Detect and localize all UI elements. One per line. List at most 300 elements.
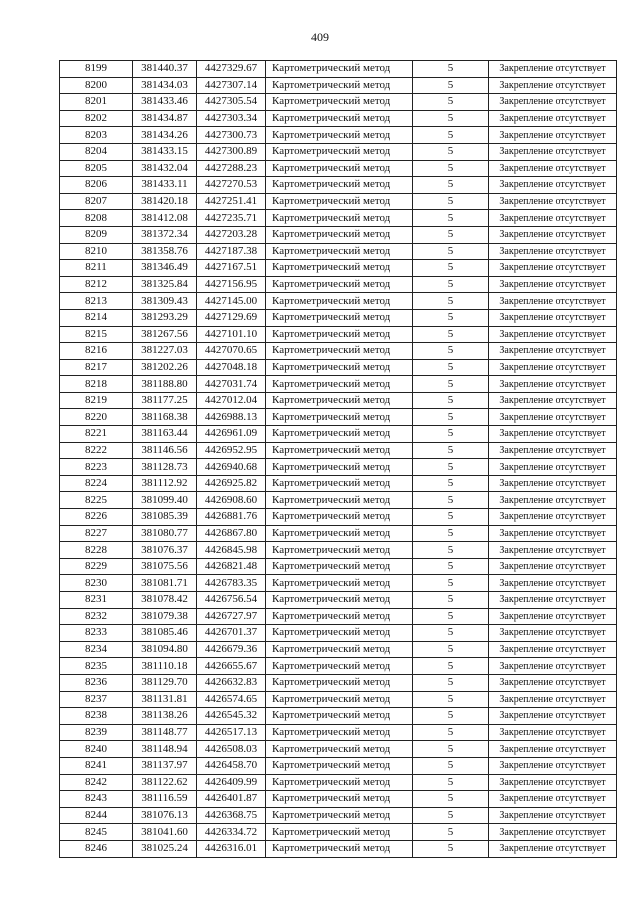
y-coordinate-cell: 4426574.65	[197, 691, 266, 708]
method-cell: Картометрический метод	[266, 492, 413, 509]
point-number-cell: 8230	[60, 575, 133, 592]
y-coordinate-cell: 4426908.60	[197, 492, 266, 509]
table-row	[60, 94, 617, 111]
table-row	[60, 475, 617, 492]
y-coordinate-cell: 4426632.83	[197, 674, 266, 691]
y-coordinate-cell: 4426952.95	[197, 442, 266, 459]
y-coordinate-cell: 4427070.65	[197, 343, 266, 360]
fixation-cell: Закрепление отсутствует	[489, 210, 617, 227]
accuracy-cell: 5	[413, 625, 489, 642]
accuracy-cell: 5	[413, 824, 489, 841]
method-cell: Картометрический метод	[266, 442, 413, 459]
point-number-cell: 8220	[60, 409, 133, 426]
fixation-cell: Закрепление отсутствует	[489, 641, 617, 658]
x-coordinate-cell: 381081.71	[133, 575, 197, 592]
fixation-cell: Закрепление отсутствует	[489, 575, 617, 592]
y-coordinate-cell: 4426783.35	[197, 575, 266, 592]
x-coordinate-cell: 381177.25	[133, 392, 197, 409]
point-number-cell: 8217	[60, 359, 133, 376]
y-coordinate-cell: 4427251.41	[197, 193, 266, 210]
table-row	[60, 625, 617, 642]
x-coordinate-cell: 381420.18	[133, 193, 197, 210]
method-cell: Картометрический метод	[266, 426, 413, 443]
method-cell: Картометрический метод	[266, 210, 413, 227]
method-cell: Картометрический метод	[266, 658, 413, 675]
method-cell: Картометрический метод	[266, 177, 413, 194]
accuracy-cell: 5	[413, 691, 489, 708]
x-coordinate-cell: 381433.15	[133, 143, 197, 160]
table-row	[60, 691, 617, 708]
table-row	[60, 226, 617, 243]
y-coordinate-cell: 4426821.48	[197, 558, 266, 575]
table-row	[60, 409, 617, 426]
point-number-cell: 8204	[60, 143, 133, 160]
fixation-cell: Закрепление отсутствует	[489, 608, 617, 625]
table-body	[60, 61, 617, 858]
point-number-cell: 8243	[60, 791, 133, 808]
point-number-cell: 8239	[60, 724, 133, 741]
table-row	[60, 426, 617, 443]
page-number: 409	[311, 30, 329, 44]
method-cell: Картометрический метод	[266, 276, 413, 293]
accuracy-cell: 5	[413, 276, 489, 293]
method-cell: Картометрический метод	[266, 359, 413, 376]
accuracy-cell: 5	[413, 210, 489, 227]
y-coordinate-cell: 4426988.13	[197, 409, 266, 426]
x-coordinate-cell: 381138.26	[133, 708, 197, 725]
table-row	[60, 293, 617, 310]
point-number-cell: 8226	[60, 509, 133, 526]
fixation-cell: Закрепление отсутствует	[489, 708, 617, 725]
method-cell: Картометрический метод	[266, 459, 413, 476]
accuracy-cell: 5	[413, 774, 489, 791]
method-cell: Картометрический метод	[266, 691, 413, 708]
x-coordinate-cell: 381085.46	[133, 625, 197, 642]
x-coordinate-cell: 381122.62	[133, 774, 197, 791]
y-coordinate-cell: 4427270.53	[197, 177, 266, 194]
y-coordinate-cell: 4427300.73	[197, 127, 266, 144]
fixation-cell: Закрепление отсутствует	[489, 492, 617, 509]
fixation-cell: Закрепление отсутствует	[489, 326, 617, 343]
point-number-cell: 8245	[60, 824, 133, 841]
y-coordinate-cell: 4426961.09	[197, 426, 266, 443]
accuracy-cell: 5	[413, 575, 489, 592]
x-coordinate-cell: 381075.56	[133, 558, 197, 575]
method-cell: Картометрический метод	[266, 774, 413, 791]
accuracy-cell: 5	[413, 177, 489, 194]
point-number-cell: 8242	[60, 774, 133, 791]
accuracy-cell: 5	[413, 94, 489, 111]
accuracy-cell: 5	[413, 143, 489, 160]
table-row	[60, 658, 617, 675]
point-number-cell: 8225	[60, 492, 133, 509]
accuracy-cell: 5	[413, 525, 489, 542]
x-coordinate-cell: 381434.03	[133, 77, 197, 94]
y-coordinate-cell: 4427203.28	[197, 226, 266, 243]
method-cell: Картометрический метод	[266, 343, 413, 360]
method-cell: Картометрический метод	[266, 260, 413, 277]
accuracy-cell: 5	[413, 807, 489, 824]
y-coordinate-cell: 4427307.14	[197, 77, 266, 94]
point-number-cell: 8200	[60, 77, 133, 94]
accuracy-cell: 5	[413, 193, 489, 210]
table-row	[60, 459, 617, 476]
y-coordinate-cell: 4426881.76	[197, 509, 266, 526]
fixation-cell: Закрепление отсутствует	[489, 542, 617, 559]
fixation-cell: Закрепление отсутствует	[489, 94, 617, 111]
x-coordinate-cell: 381358.76	[133, 243, 197, 260]
accuracy-cell: 5	[413, 226, 489, 243]
fixation-cell: Закрепление отсутствует	[489, 426, 617, 443]
x-coordinate-cell: 381433.11	[133, 177, 197, 194]
method-cell: Картометрический метод	[266, 193, 413, 210]
table-row	[60, 807, 617, 824]
table-row	[60, 724, 617, 741]
point-number-cell: 8244	[60, 807, 133, 824]
fixation-cell: Закрепление отсутствует	[489, 293, 617, 310]
y-coordinate-cell: 4426401.87	[197, 791, 266, 808]
accuracy-cell: 5	[413, 641, 489, 658]
point-number-cell: 8228	[60, 542, 133, 559]
fixation-cell: Закрепление отсутствует	[489, 343, 617, 360]
x-coordinate-cell: 381137.97	[133, 757, 197, 774]
method-cell: Картометрический метод	[266, 592, 413, 609]
fixation-cell: Закрепление отсутствует	[489, 359, 617, 376]
method-cell: Картометрический метод	[266, 708, 413, 725]
table-row	[60, 608, 617, 625]
point-number-cell: 8238	[60, 708, 133, 725]
table-row	[60, 674, 617, 691]
y-coordinate-cell: 4427235.71	[197, 210, 266, 227]
table-row	[60, 774, 617, 791]
accuracy-cell: 5	[413, 343, 489, 360]
x-coordinate-cell: 381025.24	[133, 840, 197, 857]
x-coordinate-cell: 381079.38	[133, 608, 197, 625]
method-cell: Картометрический метод	[266, 309, 413, 326]
fixation-cell: Закрепление отсутствует	[489, 824, 617, 841]
accuracy-cell: 5	[413, 459, 489, 476]
fixation-cell: Закрепление отсутствует	[489, 691, 617, 708]
y-coordinate-cell: 4426679.36	[197, 641, 266, 658]
x-coordinate-cell: 381372.34	[133, 226, 197, 243]
table-row	[60, 110, 617, 127]
accuracy-cell: 5	[413, 840, 489, 857]
table-row	[60, 525, 617, 542]
table-row	[60, 757, 617, 774]
method-cell: Картометрический метод	[266, 824, 413, 841]
point-number-cell: 8246	[60, 840, 133, 857]
fixation-cell: Закрепление отсутствует	[489, 127, 617, 144]
x-coordinate-cell: 381188.80	[133, 376, 197, 393]
table-row	[60, 127, 617, 144]
fixation-cell: Закрепление отсутствует	[489, 243, 617, 260]
y-coordinate-cell: 4426727.97	[197, 608, 266, 625]
accuracy-cell: 5	[413, 708, 489, 725]
table-row	[60, 193, 617, 210]
y-coordinate-cell: 4426458.70	[197, 757, 266, 774]
method-cell: Картометрический метод	[266, 226, 413, 243]
table-row	[60, 542, 617, 559]
table-row	[60, 392, 617, 409]
point-number-cell: 8235	[60, 658, 133, 675]
y-coordinate-cell: 4427156.95	[197, 276, 266, 293]
point-number-cell: 8227	[60, 525, 133, 542]
x-coordinate-cell: 381146.56	[133, 442, 197, 459]
x-coordinate-cell: 381076.13	[133, 807, 197, 824]
y-coordinate-cell: 4427303.34	[197, 110, 266, 127]
y-coordinate-cell: 4427187.38	[197, 243, 266, 260]
table-row	[60, 641, 617, 658]
fixation-cell: Закрепление отсутствует	[489, 840, 617, 857]
accuracy-cell: 5	[413, 558, 489, 575]
point-number-cell: 8241	[60, 757, 133, 774]
method-cell: Картометрический метод	[266, 840, 413, 857]
method-cell: Картометрический метод	[266, 741, 413, 758]
method-cell: Картометрический метод	[266, 160, 413, 177]
point-number-cell: 8205	[60, 160, 133, 177]
fixation-cell: Закрепление отсутствует	[489, 459, 617, 476]
table-row	[60, 824, 617, 841]
point-number-cell: 8222	[60, 442, 133, 459]
table-row	[60, 61, 617, 78]
point-number-cell: 8207	[60, 193, 133, 210]
point-number-cell: 8229	[60, 558, 133, 575]
fixation-cell: Закрепление отсутствует	[489, 724, 617, 741]
table-row	[60, 143, 617, 160]
y-coordinate-cell: 4426409.99	[197, 774, 266, 791]
accuracy-cell: 5	[413, 260, 489, 277]
table-row	[60, 260, 617, 277]
x-coordinate-cell: 381202.26	[133, 359, 197, 376]
table-row	[60, 77, 617, 94]
point-number-cell: 8240	[60, 741, 133, 758]
x-coordinate-cell: 381128.73	[133, 459, 197, 476]
accuracy-cell: 5	[413, 509, 489, 526]
table-row	[60, 243, 617, 260]
y-coordinate-cell: 4426316.01	[197, 840, 266, 857]
accuracy-cell: 5	[413, 674, 489, 691]
method-cell: Картометрический метод	[266, 674, 413, 691]
table-row	[60, 741, 617, 758]
method-cell: Картометрический метод	[266, 77, 413, 94]
x-coordinate-cell: 381412.08	[133, 210, 197, 227]
x-coordinate-cell: 381112.92	[133, 475, 197, 492]
method-cell: Картометрический метод	[266, 376, 413, 393]
table-row	[60, 558, 617, 575]
method-cell: Картометрический метод	[266, 641, 413, 658]
point-number-cell: 8202	[60, 110, 133, 127]
fixation-cell: Закрепление отсутствует	[489, 193, 617, 210]
x-coordinate-cell: 381085.39	[133, 509, 197, 526]
point-number-cell: 8213	[60, 293, 133, 310]
point-number-cell: 8231	[60, 592, 133, 609]
y-coordinate-cell: 4426940.68	[197, 459, 266, 476]
table-row	[60, 492, 617, 509]
fixation-cell: Закрепление отсутствует	[489, 475, 617, 492]
accuracy-cell: 5	[413, 160, 489, 177]
point-number-cell: 8233	[60, 625, 133, 642]
y-coordinate-cell: 4427145.00	[197, 293, 266, 310]
method-cell: Картометрический метод	[266, 94, 413, 111]
accuracy-cell: 5	[413, 326, 489, 343]
point-number-cell: 8211	[60, 260, 133, 277]
point-number-cell: 8201	[60, 94, 133, 111]
accuracy-cell: 5	[413, 110, 489, 127]
x-coordinate-cell: 381346.49	[133, 260, 197, 277]
point-number-cell: 8223	[60, 459, 133, 476]
method-cell: Картометрический метод	[266, 293, 413, 310]
fixation-cell: Закрепление отсутствует	[489, 592, 617, 609]
point-number-cell: 8236	[60, 674, 133, 691]
fixation-cell: Закрепление отсутствует	[489, 442, 617, 459]
fixation-cell: Закрепление отсутствует	[489, 309, 617, 326]
y-coordinate-cell: 4427305.54	[197, 94, 266, 111]
method-cell: Картометрический метод	[266, 409, 413, 426]
x-coordinate-cell: 381110.18	[133, 658, 197, 675]
x-coordinate-cell: 381434.87	[133, 110, 197, 127]
method-cell: Картометрический метод	[266, 608, 413, 625]
y-coordinate-cell: 4427167.51	[197, 260, 266, 277]
fixation-cell: Закрепление отсутствует	[489, 757, 617, 774]
point-number-cell: 8219	[60, 392, 133, 409]
fixation-cell: Закрепление отсутствует	[489, 110, 617, 127]
x-coordinate-cell: 381325.84	[133, 276, 197, 293]
fixation-cell: Закрепление отсутствует	[489, 260, 617, 277]
point-number-cell: 8218	[60, 376, 133, 393]
y-coordinate-cell: 4426545.32	[197, 708, 266, 725]
x-coordinate-cell: 381293.29	[133, 309, 197, 326]
fixation-cell: Закрепление отсутствует	[489, 392, 617, 409]
y-coordinate-cell: 4426867.80	[197, 525, 266, 542]
fixation-cell: Закрепление отсутствует	[489, 77, 617, 94]
accuracy-cell: 5	[413, 77, 489, 94]
x-coordinate-cell: 381099.40	[133, 492, 197, 509]
accuracy-cell: 5	[413, 592, 489, 609]
point-number-cell: 8206	[60, 177, 133, 194]
y-coordinate-cell: 4426334.72	[197, 824, 266, 841]
fixation-cell: Закрепление отсутствует	[489, 558, 617, 575]
method-cell: Картометрический метод	[266, 110, 413, 127]
table-row	[60, 791, 617, 808]
point-number-cell: 8210	[60, 243, 133, 260]
fixation-cell: Закрепление отсутствует	[489, 143, 617, 160]
method-cell: Картометрический метод	[266, 243, 413, 260]
method-cell: Картометрический метод	[266, 724, 413, 741]
method-cell: Картометрический метод	[266, 625, 413, 642]
fixation-cell: Закрепление отсутствует	[489, 658, 617, 675]
point-number-cell: 8224	[60, 475, 133, 492]
y-coordinate-cell: 4427031.74	[197, 376, 266, 393]
accuracy-cell: 5	[413, 724, 489, 741]
table-row	[60, 276, 617, 293]
method-cell: Картометрический метод	[266, 475, 413, 492]
table-row	[60, 592, 617, 609]
y-coordinate-cell: 4426845.98	[197, 542, 266, 559]
method-cell: Картометрический метод	[266, 791, 413, 808]
method-cell: Картометрический метод	[266, 558, 413, 575]
x-coordinate-cell: 381129.70	[133, 674, 197, 691]
accuracy-cell: 5	[413, 409, 489, 426]
x-coordinate-cell: 381168.38	[133, 409, 197, 426]
point-number-cell: 8215	[60, 326, 133, 343]
point-number-cell: 8212	[60, 276, 133, 293]
method-cell: Картометрический метод	[266, 757, 413, 774]
accuracy-cell: 5	[413, 608, 489, 625]
y-coordinate-cell: 4426517.13	[197, 724, 266, 741]
accuracy-cell: 5	[413, 376, 489, 393]
point-number-cell: 8214	[60, 309, 133, 326]
point-number-cell: 8216	[60, 343, 133, 360]
table-row	[60, 509, 617, 526]
method-cell: Картометрический метод	[266, 509, 413, 526]
table-row	[60, 326, 617, 343]
y-coordinate-cell: 4427101.10	[197, 326, 266, 343]
fixation-cell: Закрепление отсутствует	[489, 61, 617, 78]
x-coordinate-cell: 381433.46	[133, 94, 197, 111]
fixation-cell: Закрепление отсутствует	[489, 525, 617, 542]
fixation-cell: Закрепление отсутствует	[489, 791, 617, 808]
fixation-cell: Закрепление отсутствует	[489, 509, 617, 526]
x-coordinate-cell: 381309.43	[133, 293, 197, 310]
fixation-cell: Закрепление отсутствует	[489, 409, 617, 426]
table-row	[60, 177, 617, 194]
table-row	[60, 575, 617, 592]
accuracy-cell: 5	[413, 61, 489, 78]
y-coordinate-cell: 4427288.23	[197, 160, 266, 177]
method-cell: Картометрический метод	[266, 392, 413, 409]
method-cell: Картометрический метод	[266, 525, 413, 542]
point-number-cell: 8209	[60, 226, 133, 243]
x-coordinate-cell: 381432.04	[133, 160, 197, 177]
fixation-cell: Закрепление отсутствует	[489, 774, 617, 791]
x-coordinate-cell: 381163.44	[133, 426, 197, 443]
point-number-cell: 8203	[60, 127, 133, 144]
y-coordinate-cell: 4426655.67	[197, 658, 266, 675]
x-coordinate-cell: 381041.60	[133, 824, 197, 841]
method-cell: Картометрический метод	[266, 326, 413, 343]
accuracy-cell: 5	[413, 392, 489, 409]
table-row	[60, 359, 617, 376]
accuracy-cell: 5	[413, 442, 489, 459]
x-coordinate-cell: 381267.56	[133, 326, 197, 343]
y-coordinate-cell: 4426925.82	[197, 475, 266, 492]
table-row	[60, 210, 617, 227]
accuracy-cell: 5	[413, 309, 489, 326]
fixation-cell: Закрепление отсутствует	[489, 674, 617, 691]
y-coordinate-cell: 4427300.89	[197, 143, 266, 160]
x-coordinate-cell: 381078.42	[133, 592, 197, 609]
point-number-cell: 8232	[60, 608, 133, 625]
y-coordinate-cell: 4427048.18	[197, 359, 266, 376]
point-number-cell: 8208	[60, 210, 133, 227]
fixation-cell: Закрепление отсутствует	[489, 376, 617, 393]
point-number-cell: 8221	[60, 426, 133, 443]
accuracy-cell: 5	[413, 475, 489, 492]
fixation-cell: Закрепление отсутствует	[489, 160, 617, 177]
method-cell: Картометрический метод	[266, 61, 413, 78]
y-coordinate-cell: 4427129.69	[197, 309, 266, 326]
method-cell: Картометрический метод	[266, 143, 413, 160]
accuracy-cell: 5	[413, 127, 489, 144]
fixation-cell: Закрепление отсутствует	[489, 226, 617, 243]
table-row	[60, 442, 617, 459]
x-coordinate-cell: 381094.80	[133, 641, 197, 658]
x-coordinate-cell: 381076.37	[133, 542, 197, 559]
accuracy-cell: 5	[413, 243, 489, 260]
table-row	[60, 160, 617, 177]
fixation-cell: Закрепление отсутствует	[489, 741, 617, 758]
method-cell: Картометрический метод	[266, 575, 413, 592]
